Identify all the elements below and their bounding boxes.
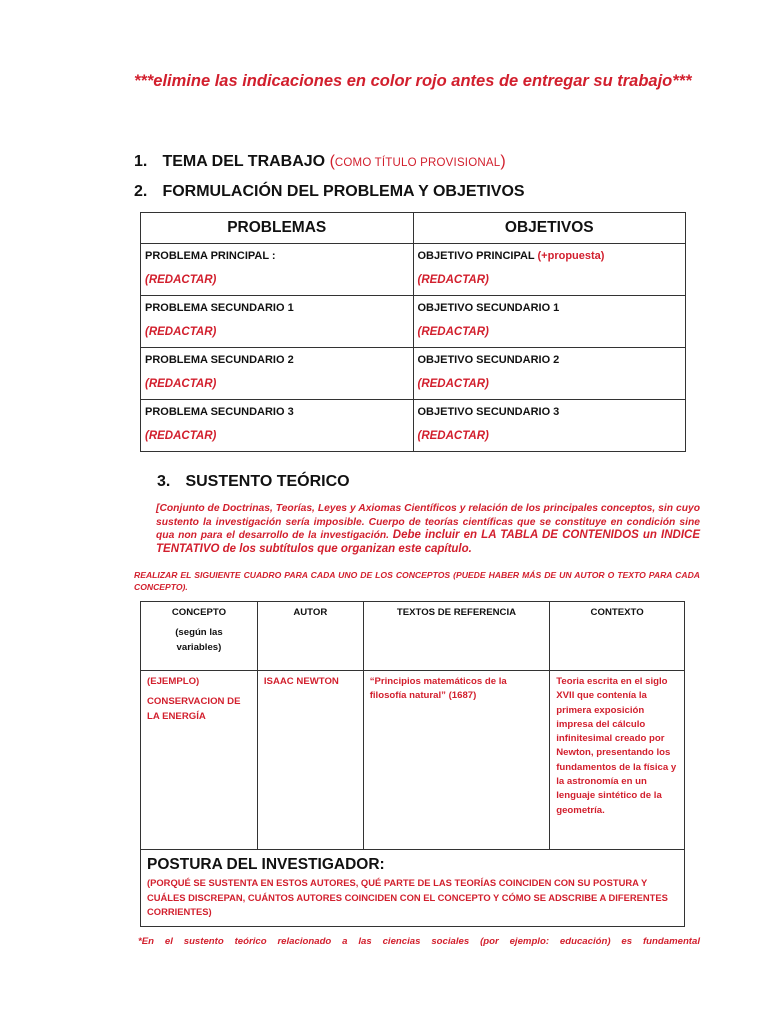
objective-label [418,250,682,270]
table-row [141,671,685,850]
objective-placeholder: (REDACTAR) [417,274,489,286]
objective-label: OBJETIVO SECUNDARIO 2 [417,354,560,366]
section-note: COMO TÍTULO PROVISIONAL [334,157,501,169]
concepto-value: CONSERVACION DE LA ENERGÍA [147,696,241,722]
problem-label: PROBLEMA SECUNDARIO 3 [145,406,294,418]
problem-placeholder: (REDACTAR) [145,430,217,442]
example-label: (EJEMPLO) [147,676,200,687]
section-title: SUSTENTO TEÓRICO [185,473,350,490]
header-autor: AUTOR [257,602,363,671]
problem-label: PROBLEMA SECUNDARIO 1 [145,302,294,314]
concepto-sub: (según las variables) [175,627,223,653]
postura-row [141,850,685,927]
section-number: 1. [134,153,148,170]
problem-placeholder: (REDACTAR) [145,326,217,338]
objective-cell [413,296,686,348]
header-problemas: PROBLEMAS [141,213,414,244]
footnote: *En el sustento teórico relacionado a las ciencias sociales (por ejemplo: educación) es fundamental [138,936,700,947]
objective-placeholder: (REDACTAR) [417,430,489,442]
section-number: 2. [134,183,148,200]
problem-cell [141,296,414,348]
table-row [141,400,686,452]
header-contexto: CONTEXTO [550,602,685,671]
table-header-row [141,602,685,671]
section-1-heading [134,153,506,171]
objective-placeholder: (REDACTAR) [417,378,489,390]
postura-title: POSTURA DEL INVESTIGADOR: [147,856,385,873]
problem-label: PROBLEMA SECUNDARIO 2 [145,354,294,366]
concepto-cell [141,671,258,850]
section-3-heading [157,473,350,491]
problems-objectives-table [140,212,686,452]
section-number: 3. [157,473,171,490]
header-objetivos: OBJETIVOS [413,213,686,244]
problem-cell [141,348,414,400]
objective-placeholder: (REDACTAR) [417,326,489,338]
objective-label-text: OBJETIVO PRINCIPAL [417,250,535,262]
objective-label: OBJETIVO SECUNDARIO 3 [417,406,560,418]
note-close: ) [500,153,506,170]
postura-body: (PORQUÉ SE SUSTENTA EN ESTOS AUTORES, QUÉ PARTE DE LAS TEORÍAS COINCIDEN CON SU POSTURA Y CUÁLES DISCREPAN, CUÁNTOS AUTORES COINCIDEN CON EL CONCEPTO Y CÓMO SE ADSCRIBE A DIFERENTES CORRIENTES) [147,877,668,917]
bracket: [ [156,503,160,514]
sustento-emphasis: Debe incluir en LA TABLA DE CONTENIDOS un INDICE TENTATIVO de los subtítulos que organizan este capítulo. [156,529,700,555]
sustento-paragraph: Conjunto de Doctrinas, Teorías, Leyes y Axiomas Científicos y relación de los principales conceptos, sin cuyo sustento la investigación sería imposible. Cuerpo de teorías científicas que se constituye en condición sine qua non para el desarrollo de la investigación. [156,503,700,541]
removal-warning: ***elimine las indicaciones en color rojo antes de entregar su trabajo*** [134,72,692,90]
objective-cell [413,244,686,296]
table-row [141,296,686,348]
table-instruction: REALIZAR EL SIGUIENTE CUADRO PARA CADA UNO DE LOS CONCEPTOS (PUEDE HABER MÁS DE UN AUTOR O TEXTO PARA CADA CONCEPTO). [134,570,700,592]
objective-extra: (+propuesta) [537,250,605,262]
problem-cell [141,400,414,452]
table-row [141,244,686,296]
header-textos: TEXTOS DE REFERENCIA [363,602,550,671]
table-row [141,348,686,400]
texto-cell: “Principios matemáticos de la filosofía natural” (1687) [363,671,550,850]
section-title: FORMULACIÓN DEL PROBLEMA Y OBJETIVOS [162,183,525,200]
header-concepto [141,602,258,671]
objective-label: OBJETIVO SECUNDARIO 1 [417,302,560,314]
objective-cell [413,400,686,452]
problem-placeholder: (REDACTAR) [145,378,217,390]
concepto-label: CONCEPTO [171,607,227,618]
contexto-cell: Teoria escrita en el siglo XVII que contenía la primera exposición impresa del cálculo infinitesimal creado por Newton, presentando los fundamentos de la física y la astronomía en un lenguaje sintético de la geometría. [550,671,685,850]
section-2-heading [134,183,525,201]
postura-cell [141,850,685,927]
problem-label: PROBLEMA PRINCIPAL : [145,250,276,262]
problem-placeholder: (REDACTAR) [145,274,217,286]
note-open: ( [329,153,335,170]
autor-cell: ISAAC NEWTON [257,671,363,850]
concepts-table [140,601,685,927]
objective-cell [413,348,686,400]
problem-cell [141,244,414,296]
sustento-description [156,502,700,556]
section-title: TEMA DEL TRABAJO [162,153,326,170]
